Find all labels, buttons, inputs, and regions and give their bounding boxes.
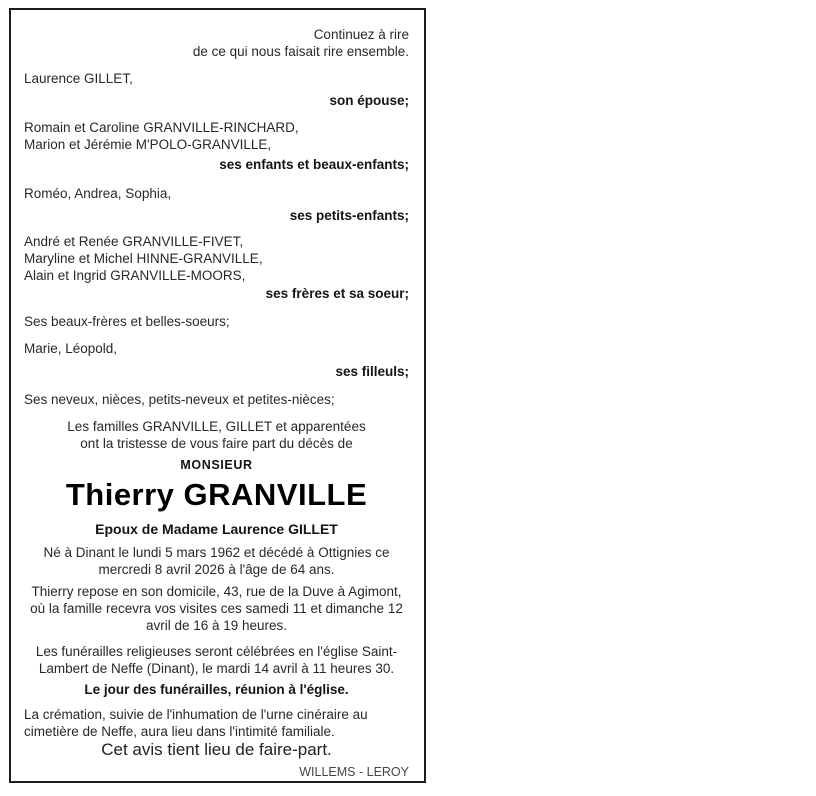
- deceased-title: MONSIEUR: [180, 458, 253, 472]
- death-notice: [9, 8, 426, 783]
- memorial-quote: Continuez à rire de ce qui nous faisait rire ensemble.: [192, 27, 409, 59]
- mourner-names-children: Romain et Caroline GRANVILLE-RINCHARD, Marion et Jérémie M'POLO-GRANVILLE,: [24, 120, 299, 152]
- relation-label-siblings: ses frères et sa soeur;: [265, 286, 409, 301]
- deceased-subtitle: Epoux de Madame Laurence GILLET: [95, 521, 338, 537]
- cremation-info: La crémation, suivie de l'inhumation de l'urne cinéraire au cimetière de Neffe, aura lieu dans l'intimité familiale.: [24, 707, 368, 739]
- funeral-meeting-note: Le jour des funérailles, réunion à l'église.: [84, 682, 349, 697]
- life-dates: Né à Dinant le lundi 5 mars 1962 et décédé à Ottignies ce mercredi 8 avril 2026 à l'âge de 64 ans.: [43, 545, 390, 577]
- mourner-names-grandchildren: Roméo, Andrea, Sophia,: [24, 186, 172, 201]
- funeral-home-name: WILLEMS - LEROY: [299, 765, 409, 779]
- mourner-names-siblings: André et Renée GRANVILLE-FIVET, Maryline et Michel HINNE-GRANVILLE, Alain et Ingrid GRANVILLE-MOORS,: [24, 234, 263, 283]
- visitation-info: Thierry repose en son domicile, 43, rue de la Duve à Agimont, où la famille recevra vos visites ces samedi 11 et dimanche 12 avril de 16 à 19 heures.: [30, 584, 403, 633]
- funeral-service-info: Les funérailles religieuses seront célébrées en l'église Saint- Lambert de Neffe (Dinant), le mardi 14 avril à 11 heures 30.: [35, 644, 398, 676]
- closing-note: Cet avis tient lieu de faire-part.: [101, 740, 332, 759]
- mourner-names-inlaws: Ses beaux-frères et belles-soeurs;: [24, 314, 230, 329]
- relation-label-grandchildren: ses petits-enfants;: [289, 208, 409, 223]
- relation-label-children: ses enfants et beaux-enfants;: [219, 157, 409, 172]
- deceased-name: Thierry GRANVILLE: [65, 477, 368, 512]
- mourner-names-godchildren: Marie, Léopold,: [24, 341, 118, 356]
- relation-label-godchildren: ses filleuls;: [335, 364, 409, 379]
- relation-label-spouse: son épouse;: [329, 93, 409, 108]
- family-announcement: Les familles GRANVILLE, GILLET et apparentées ont la tristesse de vous faire part du décès de: [67, 419, 366, 451]
- mourner-names-nieces-nephews: Ses neveux, nièces, petits-neveux et petites-nièces;: [24, 392, 335, 407]
- mourner-names-spouse: Laurence GILLET,: [24, 71, 133, 86]
